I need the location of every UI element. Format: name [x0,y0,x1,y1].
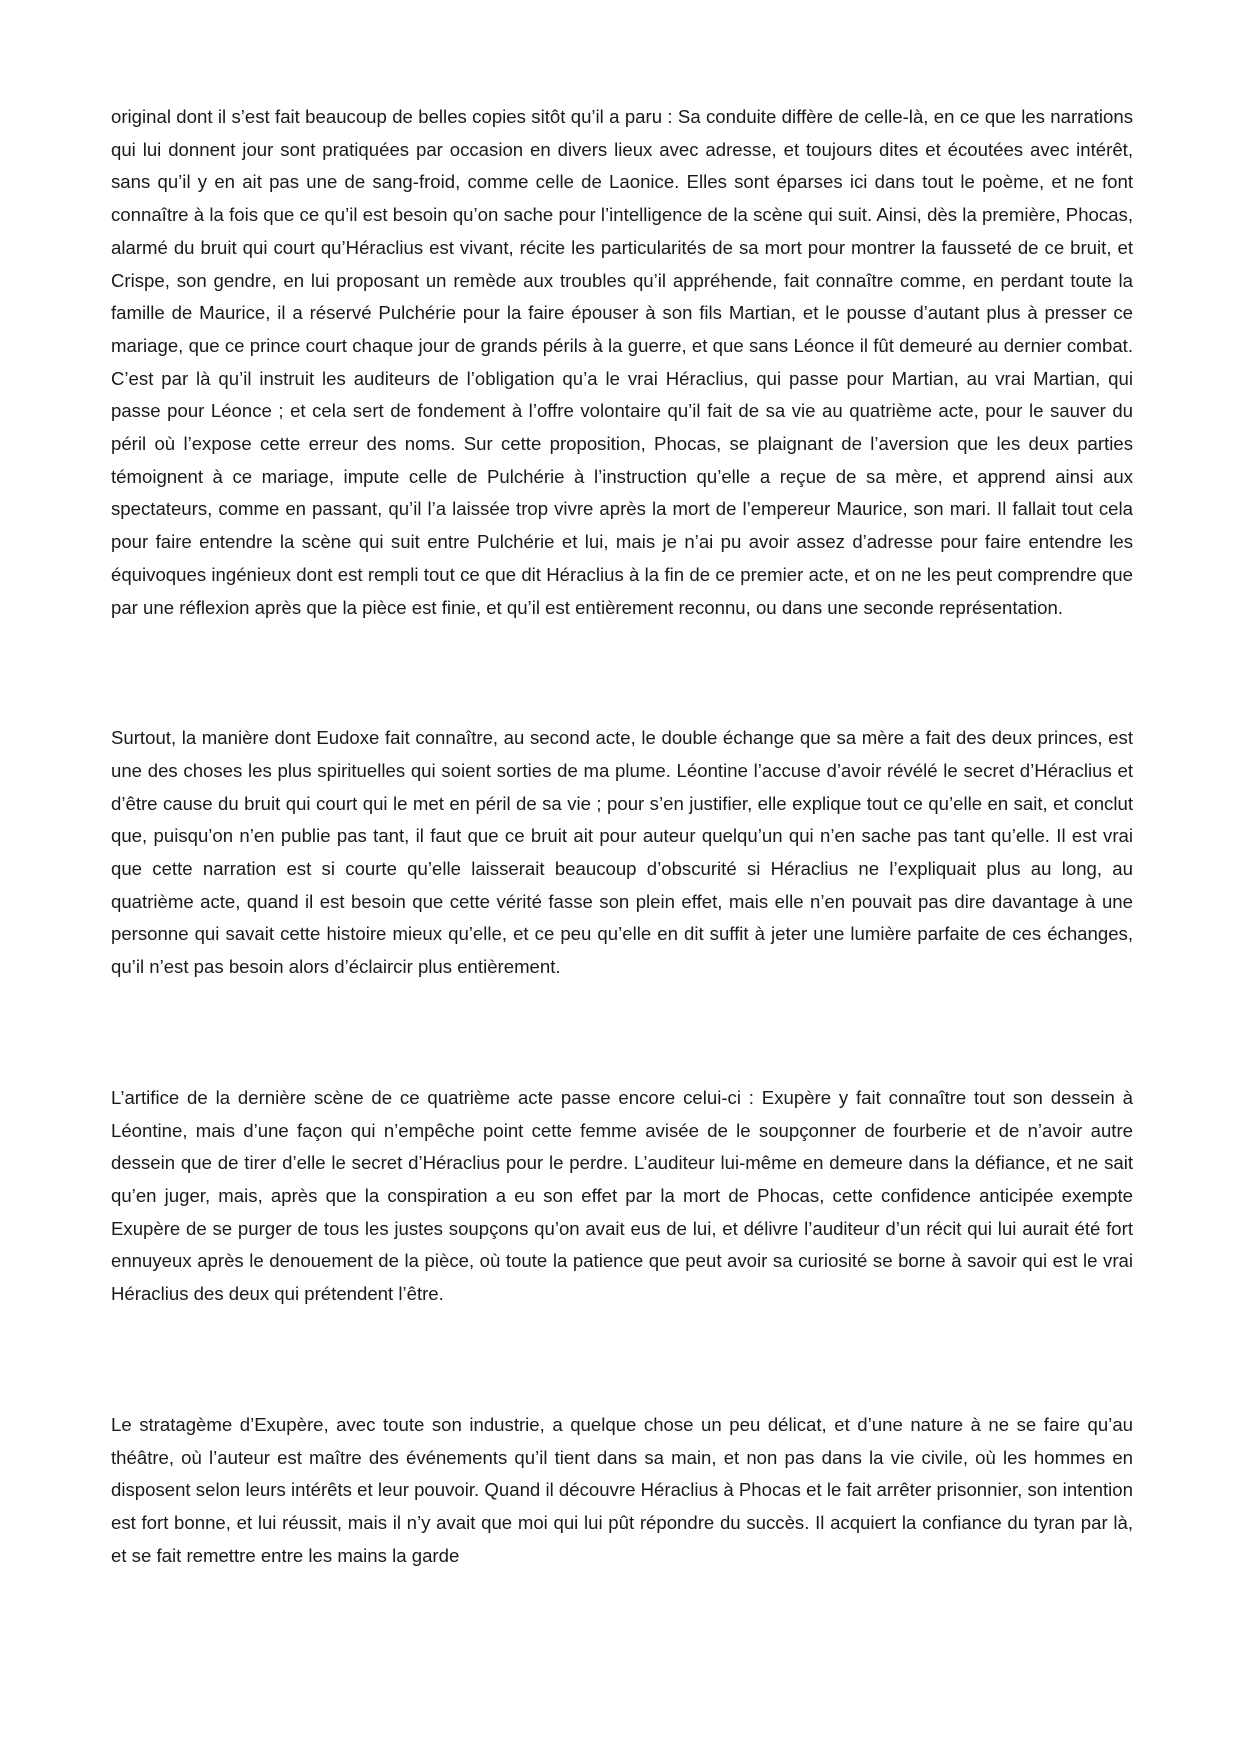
document-page [111,101,1133,1572]
paragraph-4: Le stratagème d’Exupère, avec toute son industrie, a quelque chose un peu délicat, et d’une nature à ne se faire qu’au théâtre, où l’auteur est maître des événements qu’il tient dans sa main, et non pas dans la vie civile, où les hommes en disposent selon leurs intérêts et leur pouvoir. Quand il découvre Héraclius à Phocas et le fait arrêter prisonnier, son intention est fort bonne, et lui réussit, mais il n’y avait que moi qui lui pût répondre du succès. Il acquiert la confiance du tyran par là, et se fait remettre entre les mains la garde [111,1413,1133,1566]
paragraph-3: L’artifice de la dernière scène de ce quatrième acte passe encore celui-ci : Exupère y fait connaître tout son dessein à Léontine, mais d’une façon qui n’empêche point cette femme avisée de le soupçonner de fourberie et de n’avoir autre dessein que de tirer d’elle le secret d’Héraclius pour le perdre. L’auditeur lui-même en demeure dans la défiance, et ne sait qu’en juger, mais, après que la conspiration a eu son effet par la mort de Phocas, cette confidence anticipée exempte Exupère de se purger de tous les justes soupçons qu’on avait eus de lui, et délivre l’auditeur d’un récit qui lui aurait été fort ennuyeux après le denouement de la pièce, où toute la patience que peut avoir sa curiosité se borne à savoir qui est le vrai Héraclius des deux qui prétendent l’être. [111,1086,1133,1305]
paragraph-1: original dont il s’est fait beaucoup de belles copies sitôt qu’il a paru : Sa conduite diffère de celle-là, en ce que les narrations qui lui donnent jour sont pratiquées par occasion en divers lieux avec adresse, et toujours dites et écoutées avec intérêt, sans qu’il y en ait pas une de sang-froid, comme celle de Laonice. Elles sont éparses ici dans tout le poème, et ne font connaître à la fois que ce qu’il est besoin qu’on sache pour l’intelligence de la scène qui suit. Ainsi, dès la première, Phocas, alarmé du bruit qui court qu’Héraclius est vivant, récite les particularités de sa mort pour montrer la fausseté de ce bruit, et Crispe, son gendre, en lui proposant un remède aux troubles qu’il appréhende, fait connaître comme, en perdant toute la famille de Maurice, il a réservé Pulchérie pour la faire épouser à son fils Martian, et le pousse d’autant plus à presser ce mariage, que ce prince court chaque jour de grands périls à la guerre, et que sans Léonce il fût demeuré au dernier combat. C’est par là qu’il instruit les auditeurs de l’obligation qu’a le vrai Héraclius, qui passe pour Martian, au vrai Martian, qui passe pour Léonce ; et cela sert de fondement à l’offre volontaire qu’il fait de sa vie au quatrième acte, pour le sauver du péril où l’expose cette erreur des noms. Sur cette proposition, Phocas, se plaignant de l’aversion que les deux parties témoignent à ce mariage, impute celle de Pulchérie à l’instruction qu’elle a reçue de sa mère, et apprend ainsi aux spectateurs, comme en passant, qu’il l’a laissée trop vivre après la mort de l’empereur Maurice, son mari. Il fallait tout cela pour faire entendre la scène qui suit entre Pulchérie et lui, mais je n’ai pu avoir assez d’adresse pour faire entendre les équivoques ingénieux dont est rempli tout ce que dit Héraclius à la fin de ce premier acte, et on ne les peut comprendre que par une réflexion après que la pièce est finie, et qu’il est entièrement reconnu, ou dans une seconde représentation. [111,106,1133,618]
paragraph-2: Surtout, la manière dont Eudoxe fait connaître, au second acte, le double échange que sa mère a fait des deux princes, est une des choses les plus spirituelles qui soient sorties de ma plume. Léontine l’accuse d’avoir révélé le secret d’Héraclius et d’être cause du bruit qui court qui le met en péril de sa vie ; pour s’en justifier, elle explique tout ce qu’elle en sait, et conclut que, puisqu’on n’en publie pas tant, il faut que ce bruit ait pour auteur quelqu’un qui n’en sache pas tant qu’elle. Il est vrai que cette narration est si courte qu’elle laisserait beaucoup d’obscurité si Héraclius ne l’expliquait plus au long, au quatrième acte, quand il est besoin que cette vérité fasse son plein effet, mais elle n’en pouvait pas dire davantage à une personne qui savait cette histoire mieux qu’elle, et ce peu qu’elle en dit suffit à jeter une lumière parfaite de ces échanges, qu’il n’est pas besoin alors d’éclaircir plus entièrement. [111,727,1133,978]
